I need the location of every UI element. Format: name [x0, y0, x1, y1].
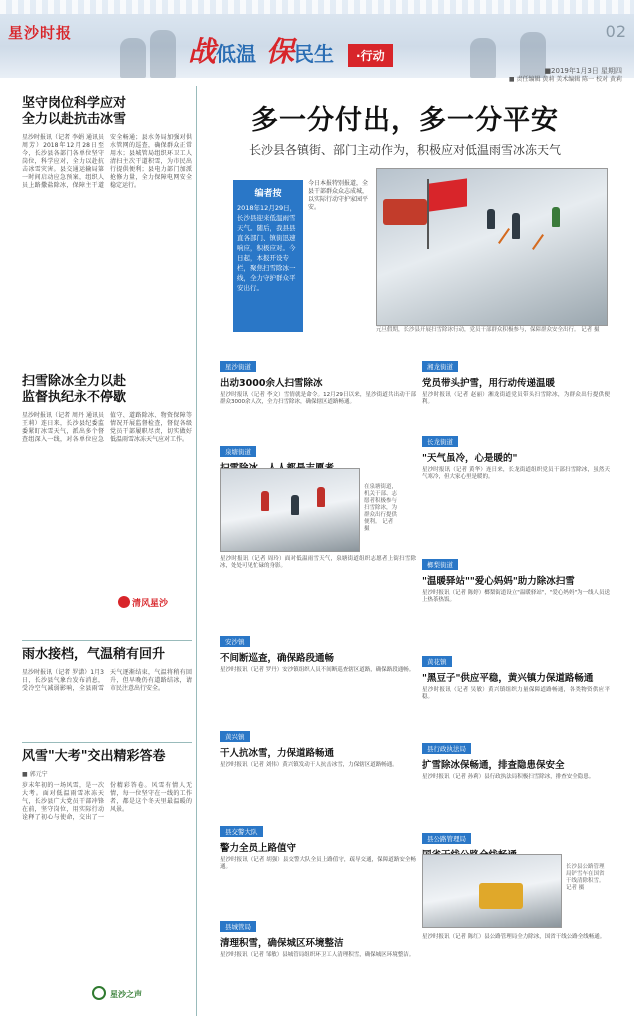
article-author: ■ 郭元宁 [22, 771, 48, 778]
brief-tag: 黄花镇 [422, 656, 452, 667]
brief-tag: 黄兴镇 [220, 731, 250, 742]
section-tag: ·行动 [348, 44, 393, 67]
news-brief [422, 649, 610, 701]
photo-caption: 在泉塘街道，机关干部、志愿者积极参与扫雪除冰，为群众出行提供便利。 记者 摄 [364, 484, 398, 532]
brief-tag: 星沙街道 [220, 361, 256, 372]
brief-body: 星沙时报讯（记者 陈红）县公路管理局全力除冰，国省干线公路全线畅通。 [422, 934, 606, 940]
article-body: 星沙时报讯（记者 周丹 通讯员 王莉）连日来，长沙县纪委监委紧盯冰雪天气，派出多个督查组深入一线，对各单位应急值守、道路除冰、物资保障等情况开展监督检查，督促各级党员干部履职尽责，切实做好低温雨雪冰冻天气应对工作。 [22, 412, 192, 443]
worker-figure [512, 213, 520, 239]
intro-text: 今日本报特别报道，全县干部群众众志成城，以实际行动守护家园平安。 [308, 180, 369, 211]
brief-title: "温暖驿站""爱心妈妈"助力除冰扫雪 [422, 576, 575, 587]
brief-tag: 榔梨街道 [422, 559, 458, 570]
article-title: 风雪"大考"交出精彩答卷 [22, 749, 166, 764]
slogan-word: 低温 [216, 42, 257, 66]
article-title: 坚守岗位科学应对 全力以赴抗击冰雪 [22, 96, 127, 127]
section-slogan [188, 30, 393, 70]
news-brief [422, 736, 610, 781]
silhouette-figure [520, 32, 546, 78]
article-body: 星沙时报讯（记者 罗潇）1月3日，长沙县气象台发布消息，受冷空气减弱影响，全县雨雪天气逐渐结束，气温将稍有回升，但早晚仍有道路结冰，请市民注意出行安全。 [22, 669, 192, 692]
news-brief [220, 819, 416, 871]
news-brief [220, 354, 416, 406]
brief-title: 扩雪除冰保畅通，排查隐患保安全 [422, 760, 565, 771]
worker-figure [487, 209, 495, 229]
brief-body: 星沙时报讯（记者 赵丽）湘龙街道党员带头扫雪除冰，为群众出行提供便利。 [422, 392, 610, 406]
main-photo [376, 168, 608, 326]
brief-body: 星沙时报讯（记者 李文）雪情就是命令。12月29日以来，星沙街道共出动干部群众3000余人次，全力扫雪除冰，确保辖区道路畅通。 [220, 392, 416, 406]
brief-title: 不间断巡查，确保路段通畅 [220, 653, 335, 664]
brief-body: 星沙时报讯（记者 邹敏）县城管局组织环卫工人清理积雪，确保城区环境整洁。 [220, 952, 415, 958]
editor-credits: ■ 责任编辑 黄莉 美术编辑 陈一 校对 黄莉 [508, 76, 622, 83]
news-brief [220, 629, 416, 674]
brief-title: 党员带头护雪，用行动传递温暖 [422, 378, 556, 389]
brief-body: 星沙时报讯（记者 胡强）县交警大队全员上路值守，疏导交通，保障道路安全畅通。 [220, 857, 416, 871]
news-brief [220, 914, 416, 959]
brief-tag: 安沙镇 [220, 636, 250, 647]
brief-tag: 长龙街道 [422, 436, 458, 447]
news-brief [422, 354, 610, 406]
column-divider [196, 86, 197, 1016]
editor-note-body: 2018年12月29日，长沙县迎来低温雨雪天气。随后，我县县直各部门、镇街迅速响应，积极应对。今日起，本报开设专栏，聚焦扫雪除冰一线，全力守护群众平安出行。 [237, 204, 297, 292]
brief-title: 清理积雪，确保城区环境整洁 [220, 938, 344, 949]
volunteer-figure [261, 491, 269, 511]
party-flag [429, 178, 467, 211]
divider [22, 640, 192, 641]
news-brief [220, 724, 416, 769]
article-title: 扫雪除冰全力以赴 监督执纪永不停歇 [22, 374, 127, 405]
divider [22, 742, 192, 743]
slogan-word: 民生 [294, 42, 335, 66]
brief-title: 警力全员上路值守 [220, 843, 297, 854]
brief-tag: 县城管局 [220, 921, 256, 932]
shovel [498, 228, 510, 244]
editor-note-title: 编者按 [254, 189, 282, 199]
news-brief-body [422, 934, 610, 941]
brief-body: 星沙时报讯（记者 罗丹）安沙镇组织人员不间断巡查辖区道路，确保路段通畅。 [220, 667, 415, 673]
article-1 [22, 96, 192, 344]
newspaper-logo: 星沙时报 [8, 24, 73, 42]
issue-date: ■2019年1月3日 星期四 [544, 67, 622, 75]
column-logo: 清风星沙 [132, 599, 169, 609]
main-article [200, 84, 610, 1014]
brief-body: 星沙时报讯（记者 吴敏）黄兴镇组织力量保障道路畅通，各类物资供应平稳。 [422, 687, 610, 701]
silhouette-figure [120, 38, 146, 78]
brief-body: 星沙时报讯（记者 黄华）连日来，长龙街道组织党员干部扫雪除冰，虽然天气寒冷，但大家心里是暖的。 [422, 467, 610, 481]
police-figure [552, 207, 560, 227]
voice-icon [92, 986, 106, 1000]
truck-shape [383, 199, 427, 225]
snow-decoration [0, 0, 634, 14]
article-2 [22, 374, 192, 587]
brief-title: "天气虽冷，心是暖的" [422, 453, 518, 464]
article-3 [22, 634, 192, 729]
main-photo-caption: 元旦假期，长沙县开展扫雪除冰行动，党员干部群众积极参与，保障群众安全出行。 记者 摄 [376, 327, 600, 333]
brief-tag: 泉塘街道 [220, 446, 256, 457]
clean-wind-icon [118, 596, 130, 608]
left-column [22, 84, 192, 1014]
brief-body: 星沙时报讯（记者 刘伟）黄兴镇发动干人抗击冰雪，力保辖区道路畅通。 [220, 762, 398, 768]
brief-body: 星沙时报讯（记者 孙莉）县行政执法局积极扫雪除冰，排查安全隐患。 [422, 774, 595, 780]
news-brief [422, 552, 610, 604]
page-header [0, 0, 634, 83]
photo-caption: 长沙县公路管理局铲雪车在国省干线清除积雪。 记者 摄 [566, 864, 605, 891]
snowplow-shape [479, 883, 523, 909]
snowplow-photo [422, 854, 562, 928]
silhouette-figure [470, 38, 496, 78]
brief-tag: 县行政执法局 [422, 743, 471, 754]
snow-clearing-photo [220, 468, 360, 552]
editor-note [233, 180, 303, 332]
silhouette-figure [150, 30, 176, 78]
news-brief-body [220, 556, 416, 570]
brief-title: 干人抗冰雪，力保道路畅通 [220, 748, 335, 759]
main-subheadline: 长沙县各镇街、部门主动作为，积极应对低温雨雪冰冻天气 [248, 143, 561, 157]
brief-title: "黑豆子"供应平稳，黄兴镇力保道路畅通 [422, 673, 594, 684]
article-body: 岁末年初的一场风雪，是一次大考。面对低温雨雪冰冻天气，长沙县广大党员干部冲锋在前，坚守岗位，用实际行动诠释了初心与使命，交出了一份精彩答卷。风雪有情人无情，每一位坚守在一线的工作者，都是这个冬天里最温暖的风景。 [22, 782, 192, 821]
volunteer-figure [317, 487, 325, 507]
main-headline: 多一分付出，多一分平安 [251, 105, 559, 136]
news-brief [422, 429, 610, 481]
shovel [532, 234, 544, 250]
brief-tag: 县公路管理局 [422, 833, 471, 844]
slogan-char: 战 [188, 35, 217, 68]
article-title: 雨水接档，气温稍有回升 [22, 647, 166, 662]
article-body: 星沙时报讯（记者 李娟 通讯员 周芳）2018年12月28日至今，长沙县各部门各单位坚守岗位，科学应对，全力以赴抗击冰雪灾害。县交通运输局第一时间启动应急预案，组织人员上路撒盐除冰，保障主干道安全畅通；县水务局加强对供水管网的巡查，确保群众正常用水；县城管局组织环卫工人清扫主次干道积雪，为市民出行提供便利；县电力部门加派抢修力量，全力保障电网安全稳定运行。 [22, 134, 192, 189]
article-4 [22, 736, 192, 992]
brief-tag: 湘龙街道 [422, 361, 458, 372]
brief-tag: 县交警大队 [220, 826, 263, 837]
brief-body: 星沙时报讯（记者 周玲）面对低温雨雪天气，泉塘街道组织志愿者上街扫雪除冰，处处可见忙碌的身影。 [220, 556, 416, 570]
volunteer-figure [291, 495, 299, 515]
brief-body: 星沙时报讯（记者 陈婷）榔梨街道设立"温暖驿站"，"爱心妈妈"为一线人员送上热茶热饭。 [422, 590, 610, 604]
brief-title: 出动3000余人扫雪除冰 [220, 378, 323, 389]
page-number: 02 [605, 22, 626, 41]
slogan-char: 保 [266, 35, 295, 68]
column-logo: 星沙之声 [110, 990, 142, 999]
